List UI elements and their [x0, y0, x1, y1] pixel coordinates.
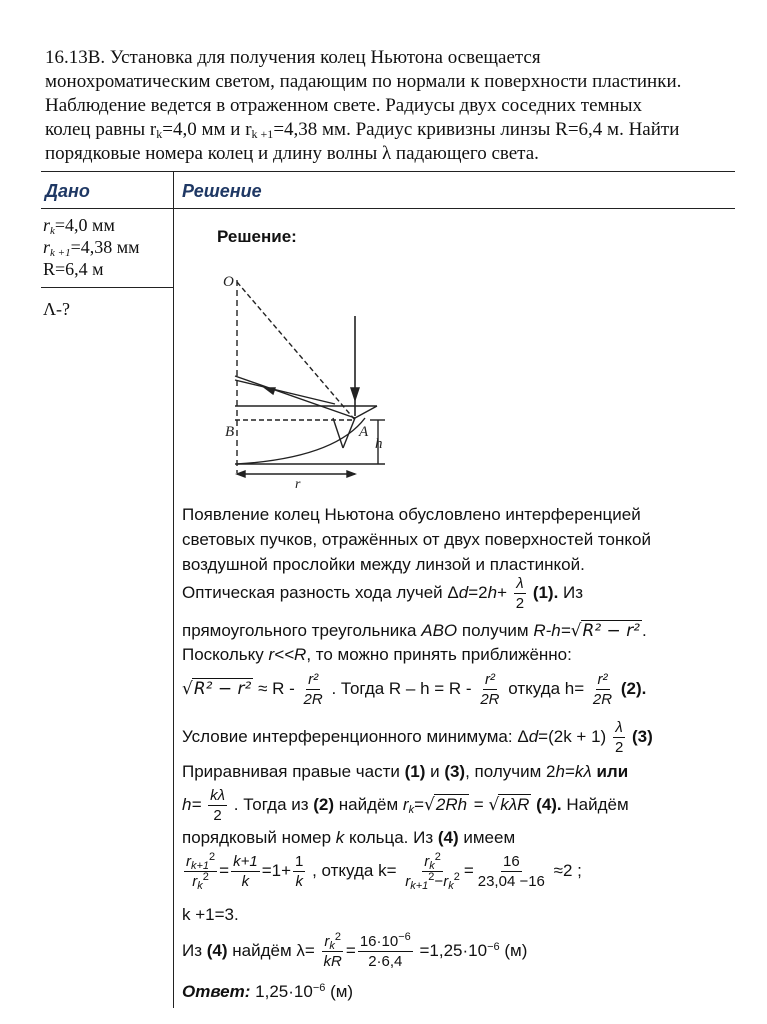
solution-line-rk: h= $\frac{k\lambda}{2}$ . Тогда из (2) найдём $r_k=√2Rh = √k\lambda R$ (4). Найдём: [182, 787, 629, 824]
solution-line-minimum: Условие интерференционного минимума: Δd=(2k + 1) $\frac{\lambda}{2}$ (3): [182, 719, 653, 756]
label-r: r: [295, 477, 301, 488]
solution-line-optical-path: Оптическая разность хода лучей Δd=2h+ $\frac{\lambda}{2}$ (1). Из: [182, 575, 584, 612]
problem-line-2: монохроматическим светом, падающим по нормали к поверхности пластинки.: [45, 71, 682, 92]
problem-line-5: порядковые номера колец и длину волны λ падающего света.: [45, 143, 539, 164]
solution-line-order: порядковый номер k кольца. Из (4) имеем: [182, 828, 516, 847]
answer-line: Ответ: $1,25\cdot 10^{-6}$ (м): [182, 982, 354, 1001]
given-values: [43, 214, 140, 280]
table-header-divider: [41, 208, 735, 209]
problem-line-1: 16.13В. Установка для получения колец Ньютона освещается: [45, 47, 541, 68]
solution-intro-line-3: воздушной прослойки между линзой и пластинкой.: [182, 555, 585, 574]
figure-title: Решение:: [217, 227, 297, 246]
find-unknown: Λ-?: [43, 299, 71, 319]
solution-intro-line-1: Появление колец Ньютона обусловлено интерференцией: [182, 505, 641, 524]
newton-rings-diagram: [215, 268, 385, 488]
solution-line-triangle: прямоугольного треугольника ABO получим R-h=√R² − r² .: [182, 621, 647, 641]
given-rk1: $r_{k +1}=4,38$ мм: [43, 237, 140, 259]
problem-line-4: колец равны $r_k=4,0$ мм и $r_{k +1}=4,38$ мм. Радиус кривизны линзы R=6,4 м. Найти: [45, 119, 680, 141]
label-O: O: [223, 274, 234, 290]
problem-line-3: Наблюдение ведется в отраженном свете. Радиусы двух соседних темных: [45, 95, 642, 116]
solution-line-h: √R² − r² ≈ R - $\frac{\text{r²}}{2R}$ . Тогда R – h = R - $\frac{\text{r²}}{2R}$ откуда h= $\frac{\text{r²}}{2R}$ (2).: [182, 671, 647, 708]
label-A: A: [359, 424, 369, 440]
label-h: h: [375, 436, 383, 452]
solution-intro-line-2: световых пучков, отражённых от двух поверхностей тонкой: [182, 530, 651, 549]
solution-intro: [182, 502, 651, 577]
table-column-divider: [173, 172, 174, 1008]
solution-line-equate: Приравнивая правые части (1) и (3), получим 2h=kλ или: [182, 762, 629, 781]
solution-line-k1: k +1=3.: [182, 905, 239, 924]
given-R: R=6,4 м: [43, 259, 104, 279]
given-header: Дано: [45, 181, 90, 201]
given-divider: [41, 287, 173, 288]
solution-header: Решение: [182, 181, 262, 201]
solution-line-lambda: Из (4) найдём λ= $\frac{r_k^2}{kR}$ = $\frac{16\cdot 10^{-6}}{2\cdot 6,4}$ $=1,25\cdot 10^{-6}$ (м): [182, 931, 528, 970]
problem-statement: [45, 46, 745, 166]
label-B: B: [225, 424, 235, 440]
solution-line-approx: Поскольку r<<R, то можно принять приближённо:: [182, 645, 572, 664]
given-rk: $r_k=4,0$ мм: [43, 215, 115, 237]
solution-line-ratio: $\frac{r_{k+1}^2}{r_k^2}$ = $\frac{k+1}{k}$ =1+ $\frac{1}{k}$ , откуда k= $\frac{r_k^2}{r_{k+1}^2-r_k^2}$ = $\frac{16}{23,04 -16}$ ≈2 ;: [186, 851, 582, 892]
